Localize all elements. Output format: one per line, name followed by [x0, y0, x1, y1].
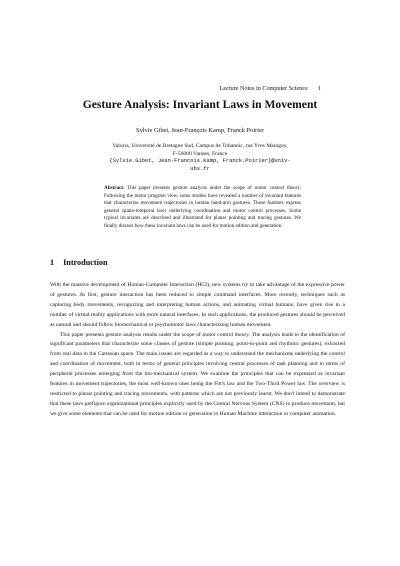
section-title: Introduction [63, 258, 108, 267]
paper-authors: Sylvie Gibet, Jean-François Kamp, Franck Poirier [136, 127, 264, 134]
affiliation-emails-line-2: ubs.fr [190, 165, 210, 172]
affiliation-line-2: F-56000 Vannes, France [172, 150, 228, 157]
paragraph-1: With the massive development of Human-Computer Interaction (HCI), new systems try to take advantage of the expressive power of gestures. At first, gesture interaction has been reduced to simple command interfaces. More recently, techniques such as capturing body movements, recognizing and interpreting human actions, and animating virtual humans, have given rise to a number of virtual reality applications with more natural interfaces. In such applications, the produced gestures should be perceived as natural and should follow biomechanical or psychomotor laws characterizing human movement. [50, 282, 345, 328]
running-head [220, 85, 321, 92]
affiliation-emails-line-1: {Sylvie.Gibet, Jean-Francois.Kamp, Franck.Poirier}@univ- [109, 158, 291, 164]
abstract-text: This paper presents gesture analysis under the scope of motor control theory. Following the motor program view, some studies have revealed a number of invariant features that characterize movement trajectories in human hand-arm gestures. These features express general spatio-temporal laws underlying coordination and motor control processes. Some typical invariants are described and illustrated for planar pointing and tracing gestures. We finally discuss how these invariant laws can be used for motion edition and generation. [104, 185, 301, 229]
abstract-label: Abstract. [104, 185, 125, 191]
paper-title: Gesture Analysis: Invariant Laws in Movement [82, 98, 318, 111]
page-number: 1 [317, 85, 321, 92]
section-heading [50, 258, 108, 267]
paragraph-2: This paper presents gesture analysis results under the scope of motor control theory. The analysis leads to the identification of significant parameters that characterize some classes of gesture (simple pointing, point-to-point and rhythmic gestures), extracted from real data in the Cartesian space. The main issues are regarded as a way to understand the mechanisms underlying the control and coordination of movement, both in terms of general principles involving central processes of task planning and in terms of peripheral processes emerging from the bio-mechanical system. We examine the principles that can be expressed as invariant features in movement trajectories, the most well-known ones being the Fitt's law and the Two-Third Power law. The overview is restricted to planar pointing and tracing movements, with patterns which are not previously learnt. We don't intend to demonstrate that these laws prefigure organizational principles explicitly used by the Central Nervous System (CNS) to produce movement, but we give some elements that can be used for motion edition or generation in Human Machine interaction or computer animation. [50, 331, 345, 417]
affiliation-line-1: Valoria, Université de Bretagne Sud, Campus de Tohannic, rue Yves Mainguy, [112, 143, 288, 149]
running-head-series: Lecture Notes in Computer Science [219, 85, 308, 92]
section-number: 1 [50, 258, 55, 267]
abstract [104, 185, 301, 231]
section-body [50, 281, 345, 420]
